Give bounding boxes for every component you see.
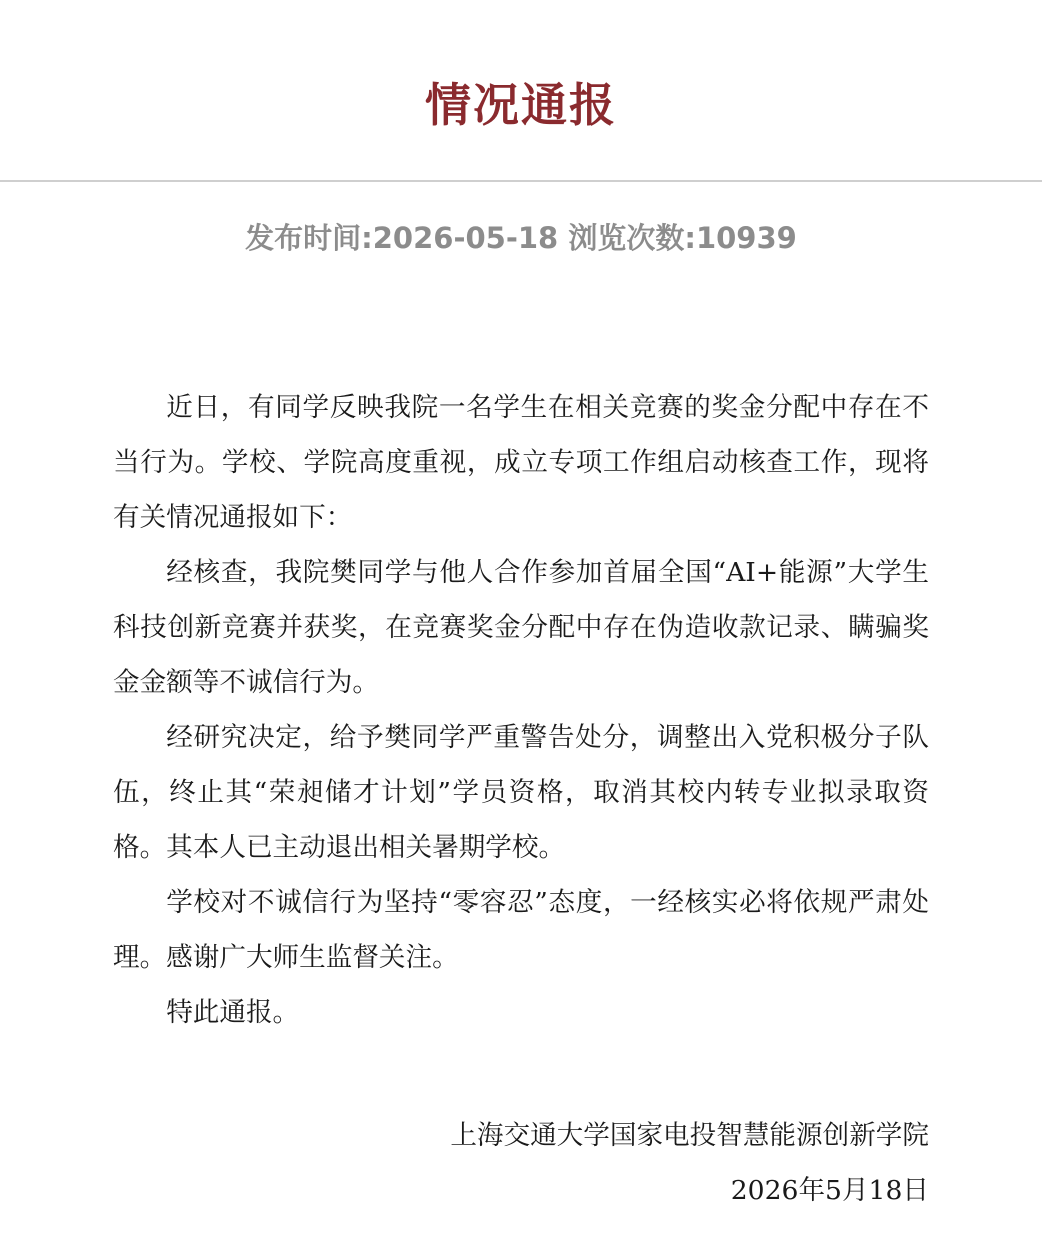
signature-date: 2026年5月18日: [730, 1175, 929, 1206]
signature-block: [113, 1108, 929, 1218]
page-title: 情况通报: [425, 78, 617, 132]
publish-meta: [0, 212, 1042, 264]
publish-date: 2026-05-18: [372, 221, 559, 255]
publish-label: 发布时间:: [245, 221, 373, 255]
title-divider: [0, 180, 1042, 182]
body-paragraph: 特此通报。: [166, 997, 300, 1028]
views-label: 浏览次数:: [568, 221, 696, 255]
views-count: 10939: [695, 221, 797, 255]
body-paragraph: 近日，有同学反映我院一名学生在相关竞赛的奖金分配中存在不当行为。学校、学院高度重视，成立专项工作组启动核查工作，现将有关情况通报如下：: [113, 392, 929, 533]
body-paragraph: 经核查，我院樊同学与他人合作参加首届全国“AI+能源”大学生科技创新竞赛并获奖，在竞赛奖金分配中存在伪造收款记录、瞒骗奖金金额等不诚信行为。: [113, 557, 929, 698]
body-paragraph: 经研究决定，给予樊同学严重警告处分，调整出入党积极分子队伍，终止其“荣昶储才计划”学员资格，取消其校内转专业拟录取资格。其本人已主动退出相关暑期学校。: [113, 722, 929, 863]
notice-body: [113, 380, 929, 1040]
body-paragraph: 学校对不诚信行为坚持“零容忍”态度，一经核实必将依规严肃处理。感谢广大师生监督关注。: [113, 887, 929, 973]
signature-organization: 上海交通大学国家电投智慧能源创新学院: [450, 1120, 929, 1151]
